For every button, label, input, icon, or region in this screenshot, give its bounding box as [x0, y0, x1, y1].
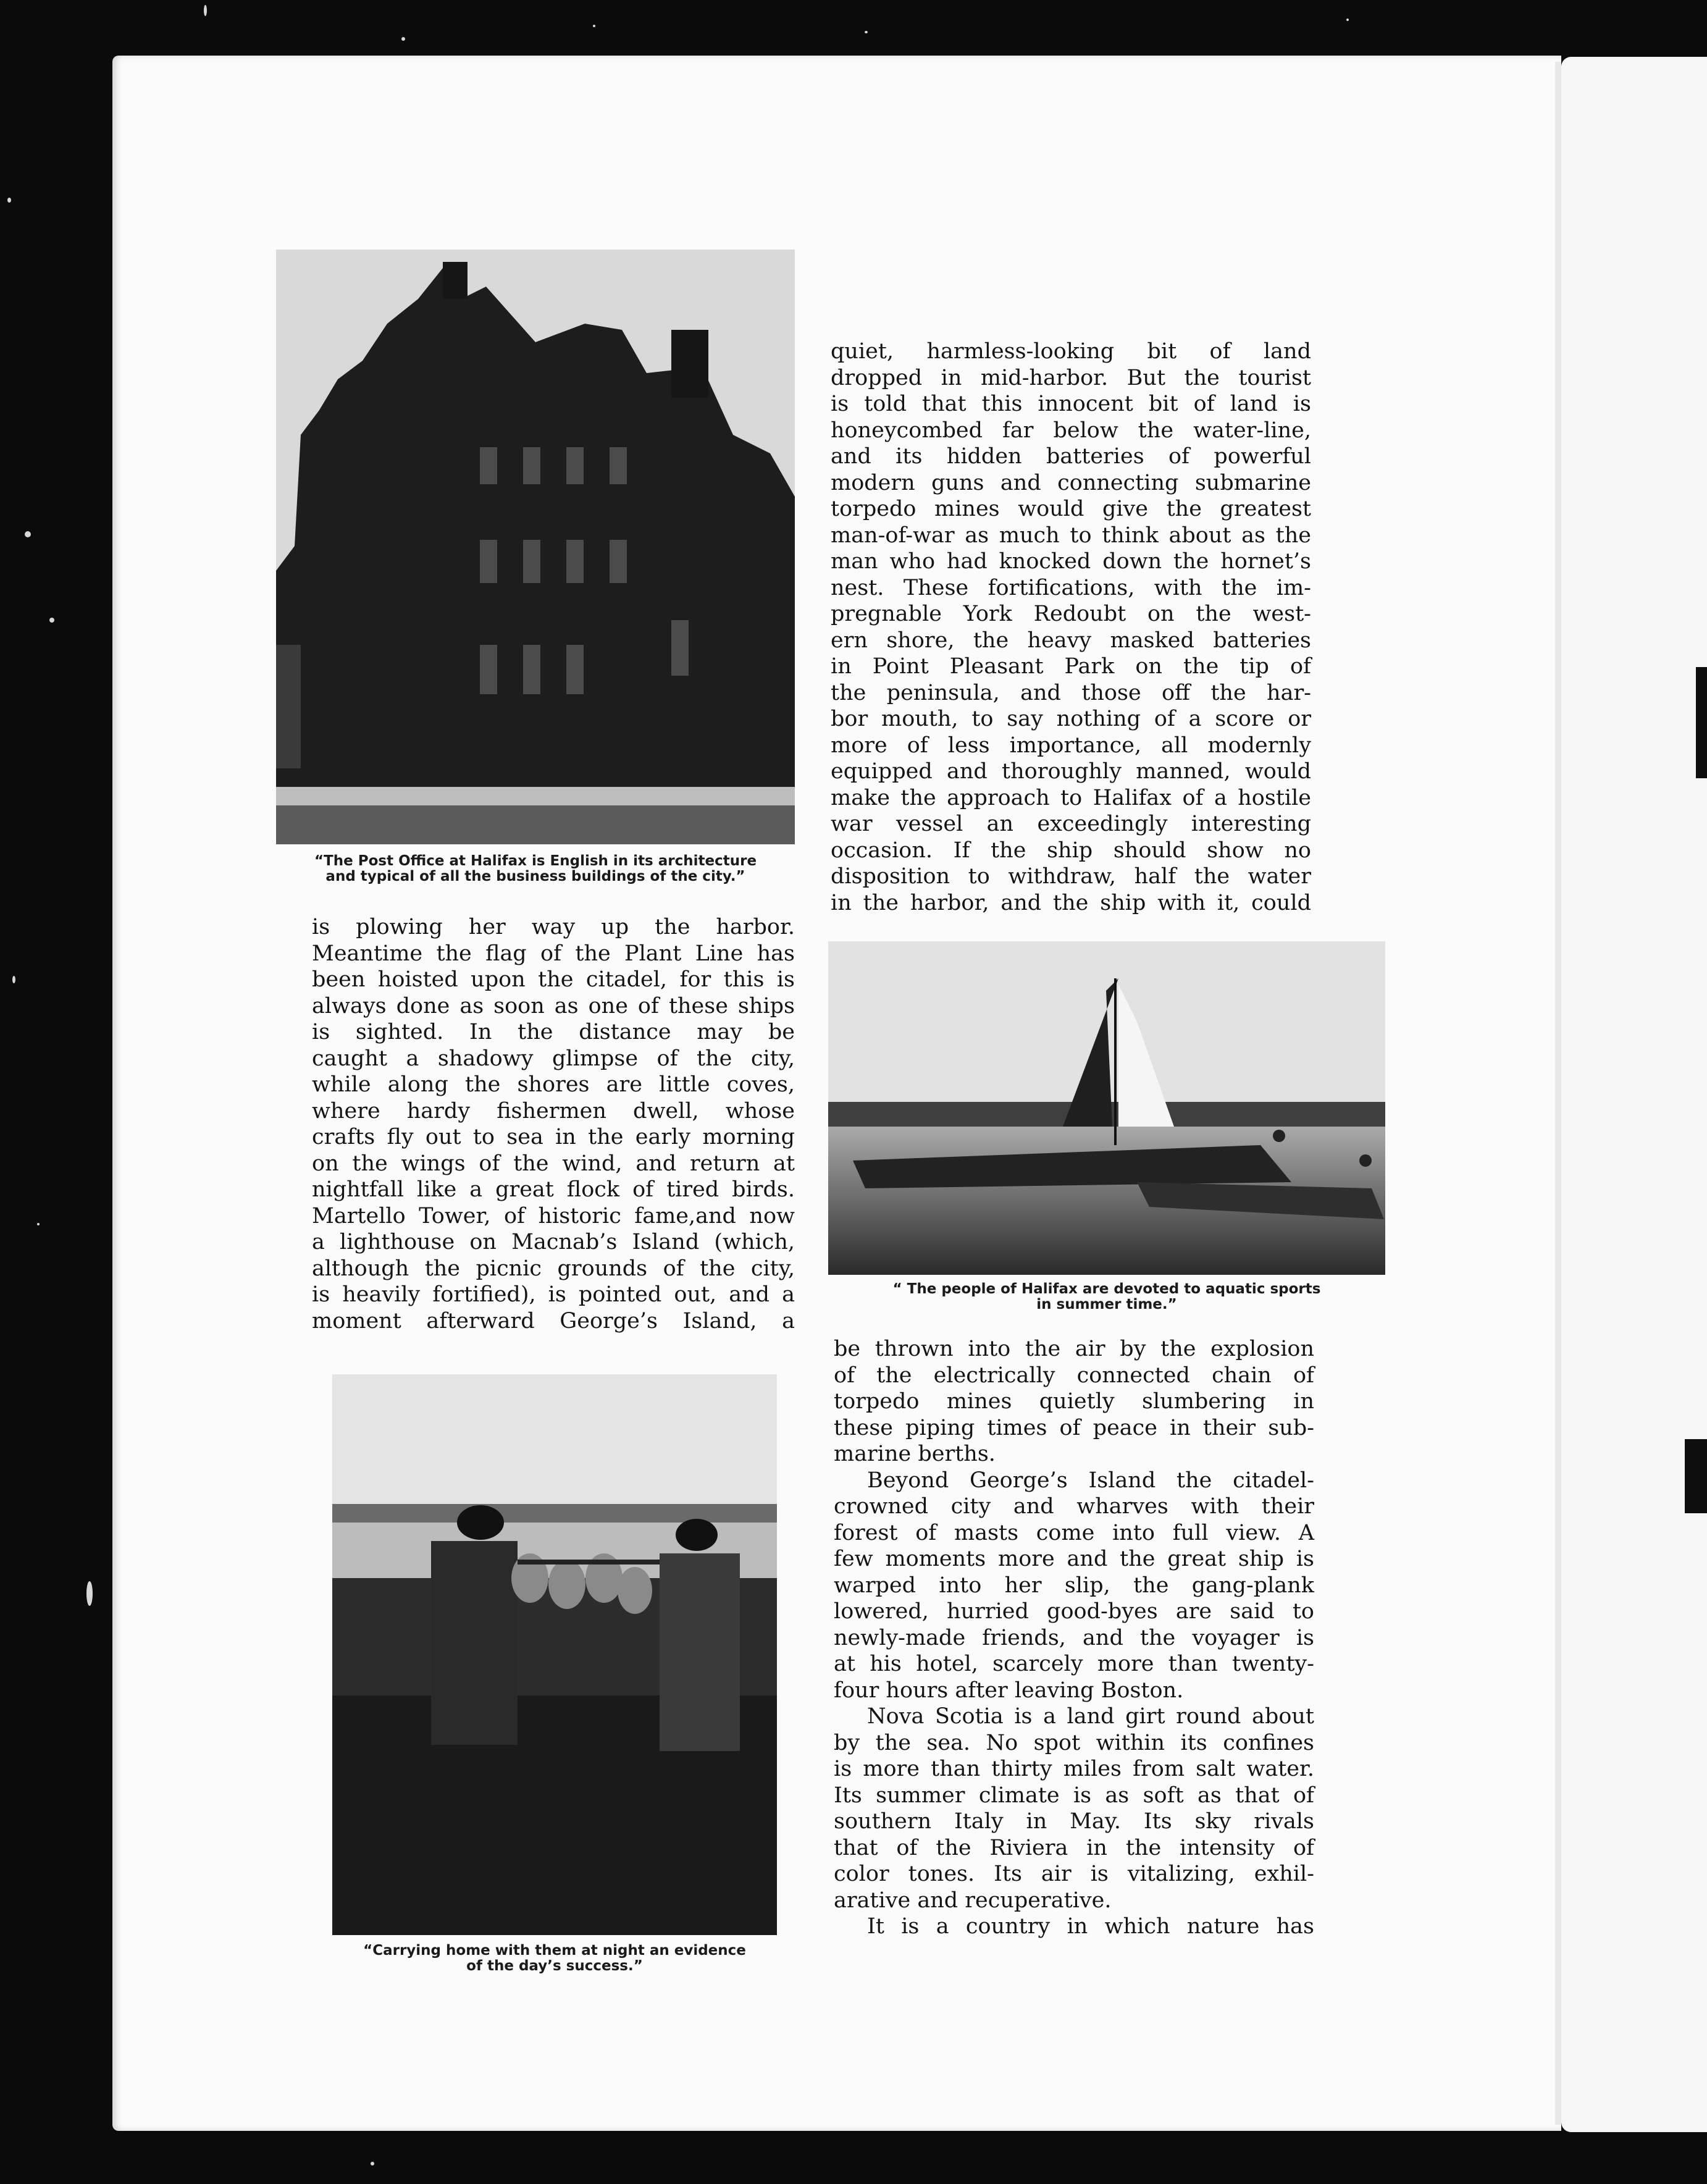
sailing-photo [828, 941, 1385, 1275]
caption-line: “The Post Office at Halifax is English in its architecture [314, 853, 757, 869]
text-line: torpedo mines would give the greatest [831, 497, 1311, 521]
caption-line: and typical of all the business buildings of the city.” [325, 868, 745, 884]
text-line: caught a shadowy glimpse of the city, [312, 1046, 795, 1071]
text-line: make the approach to Halifax of a hostile [831, 785, 1311, 810]
text-line: by the sea. No spot within its confines [834, 1730, 1314, 1755]
text-line: at his hotel, scarcely more than twenty- [834, 1652, 1314, 1676]
text-line: be thrown into the air by the explosion [834, 1337, 1314, 1361]
text-line: in the harbor, and the ship with it, could [831, 890, 1311, 915]
text-line: ern shore, the heavy masked batteries [831, 628, 1311, 653]
facing-page-mark [1685, 1439, 1707, 1513]
text-line: torpedo mines quietly slumbering in [834, 1389, 1314, 1414]
caption-line: in summer time.” [1036, 1296, 1177, 1312]
caption-line: “Carrying home with them at night an evidence [363, 1942, 746, 1959]
text-line: moment afterward George’s Island, a [312, 1308, 795, 1334]
text-line: is told that this innocent bit of land is [831, 392, 1311, 416]
text-line: arative and recuperative. [834, 1888, 1112, 1913]
text-line: pregnable York Redoubt on the west- [831, 602, 1311, 626]
text-line: the peninsula, and those off the har- [831, 680, 1311, 705]
text-line: dropped in mid-harbor. But the tourist [831, 365, 1311, 390]
text-line: of the electrically connected chain of [834, 1363, 1314, 1388]
post-office-photo [276, 250, 795, 844]
text-line: equipped and thoroughly manned, would [831, 759, 1311, 784]
text-line: is plowing her way up the harbor. [312, 915, 795, 939]
text-line: disposition to withdraw, half the water [831, 864, 1311, 889]
text-line: Nova Scotia is a land girt round about [867, 1704, 1314, 1729]
text-line: man who had knocked down the hornet’s [831, 549, 1311, 574]
text-line: more of less importance, all modernly [831, 733, 1311, 758]
text-line: where hardy fishermen dwell, whose [312, 1098, 795, 1124]
text-line: Martello Tower, of historic fame,and now [312, 1203, 795, 1228]
text-line: in Point Pleasant Park on the tip of [831, 654, 1311, 679]
text-line: crowned city and wharves with their [834, 1494, 1314, 1519]
post-office-caption [276, 854, 795, 884]
text-line: war vessel an exceedingly interesting [831, 812, 1311, 836]
text-line: Its summer climate is as soft as that of [834, 1783, 1314, 1808]
text-line: while along the shores are little coves, [312, 1072, 795, 1097]
text-line: always done as soon as one of these ships [312, 993, 795, 1018]
text-line: forest of masts come into full view. A [834, 1520, 1314, 1545]
text-line: quiet, harmless-looking bit of land [831, 339, 1311, 364]
text-line: been hoisted upon the citadel, for this is [312, 967, 795, 992]
text-line: man-of-war as much to think about as the [831, 523, 1311, 548]
right-column-top-text [831, 338, 1311, 916]
text-line: modern guns and connecting submarine [831, 470, 1311, 495]
text-line: occasion. If the ship should show no [831, 838, 1311, 863]
text-line: It is a country in which nature has [867, 1914, 1314, 1939]
text-line: warped into her slip, the gang-plank [834, 1573, 1314, 1598]
facing-page-edge [1561, 57, 1707, 2132]
text-line: is heavily fortified), is pointed out, and a [312, 1282, 795, 1307]
right-column-bottom-text [834, 1336, 1314, 1940]
text-line: southern Italy in May. Its sky rivals [834, 1809, 1314, 1834]
text-line: these piping times of peace in their sub- [834, 1415, 1314, 1440]
caption-line: “ The people of Halifax are devoted to aquatic sports [892, 1281, 1321, 1297]
facing-page-mark [1696, 667, 1707, 778]
text-line: a lighthouse on Macnab’s Island (which, [312, 1230, 795, 1254]
text-line: that of the Riviera in the intensity of [834, 1835, 1314, 1860]
text-line: Beyond George’s Island the citadel- [867, 1468, 1314, 1493]
text-line: nest. These fortifications, with the im- [831, 575, 1311, 600]
text-line: four hours after leaving Boston. [834, 1678, 1184, 1703]
caption-line: of the day’s success.” [466, 1958, 643, 1974]
text-line: lowered, hurried good-byes are said to [834, 1599, 1314, 1624]
text-line: although the picnic grounds of the city, [312, 1256, 795, 1281]
text-line: nightfall like a great flock of tired birds. [312, 1177, 795, 1202]
page-edge [1555, 62, 1561, 2125]
text-line: marine berths. [834, 1442, 996, 1466]
hunters-caption [332, 1943, 777, 1974]
text-line: on the wings of the wind, and return at [312, 1151, 795, 1176]
sailing-caption [828, 1282, 1385, 1312]
text-line: is more than thirty miles from salt water. [834, 1757, 1314, 1781]
text-line: honeycombed far below the water-line, [831, 418, 1311, 443]
hunters-photo [332, 1374, 777, 1935]
text-line: and its hidden batteries of powerful [831, 444, 1311, 469]
text-line: Meantime the flag of the Plant Line has [312, 941, 795, 966]
text-line: few moments more and the great ship is [834, 1547, 1314, 1571]
text-line: color tones. Its air is vitalizing, exhil- [834, 1862, 1314, 1886]
text-line: bor mouth, to say nothing of a score or [831, 707, 1311, 731]
left-column-text [312, 914, 795, 1334]
text-line: is sighted. In the distance may be [312, 1020, 795, 1044]
text-line: newly-made friends, and the voyager is [834, 1625, 1314, 1650]
text-line: crafts fly out to sea in the early morning [312, 1125, 795, 1149]
